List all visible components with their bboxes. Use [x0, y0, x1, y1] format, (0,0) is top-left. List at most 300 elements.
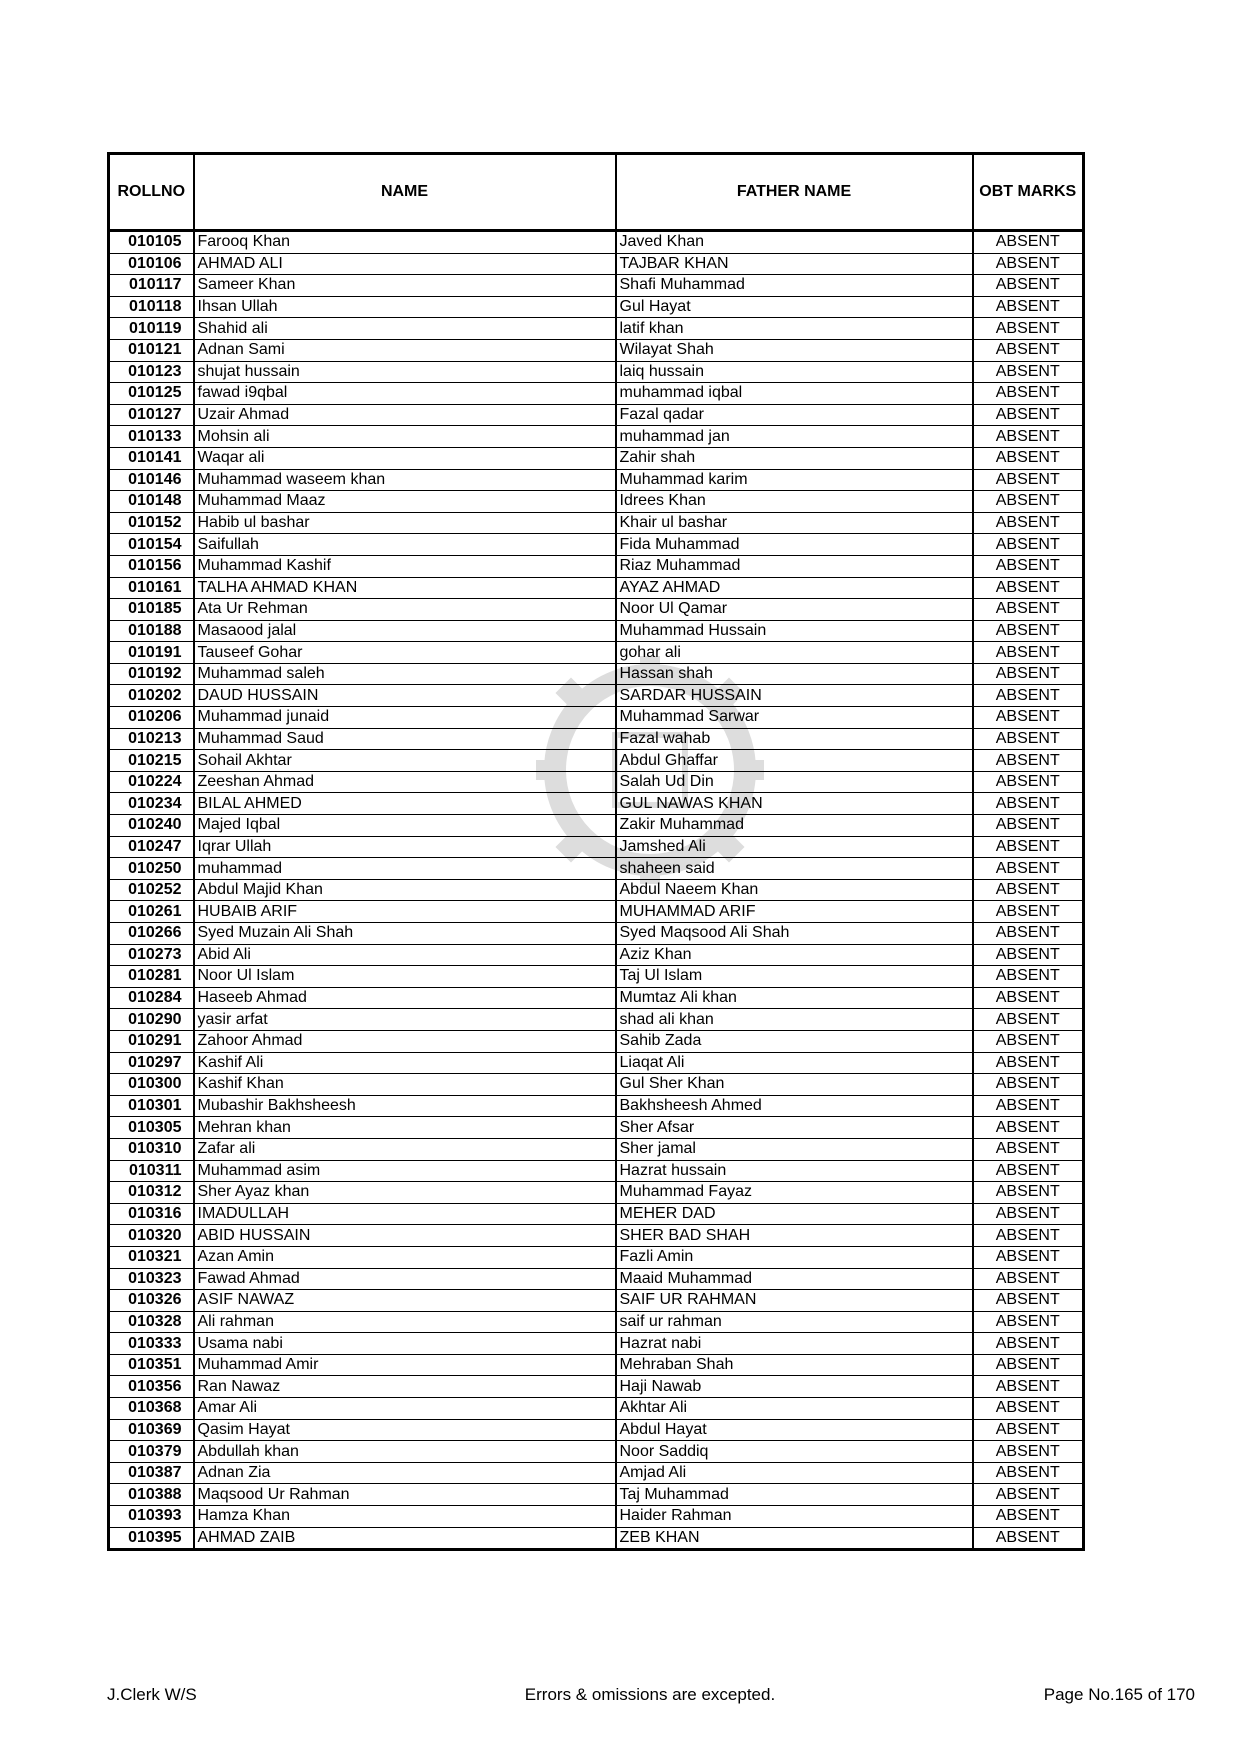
- rollno-cell: 010161: [109, 577, 194, 599]
- rollno-cell: 010191: [109, 642, 194, 664]
- father-name-cell: Taj Muhammad: [616, 1484, 973, 1506]
- table-row: [109, 296, 1084, 318]
- marks-cell: ABSENT: [973, 534, 1084, 556]
- name-cell: Azan Amin: [194, 1246, 616, 1268]
- father-name-cell: Abdul Hayat: [616, 1419, 973, 1441]
- rollno-cell: 010356: [109, 1376, 194, 1398]
- table-row: [109, 642, 1084, 664]
- rollno-cell: 010213: [109, 728, 194, 750]
- father-name-cell: Fazal qadar: [616, 404, 973, 426]
- rollno-cell: 010305: [109, 1117, 194, 1139]
- table-row: [109, 577, 1084, 599]
- marks-cell: ABSENT: [973, 663, 1084, 685]
- marks-cell: ABSENT: [973, 793, 1084, 815]
- marks-cell: ABSENT: [973, 469, 1084, 491]
- table-row: [109, 1225, 1084, 1247]
- results-table: [107, 152, 1085, 1551]
- table-row: [109, 901, 1084, 923]
- marks-cell: ABSENT: [973, 620, 1084, 642]
- father-name-cell: Muhammad Sarwar: [616, 707, 973, 729]
- marks-cell: ABSENT: [973, 1290, 1084, 1312]
- rollno-cell: 010206: [109, 707, 194, 729]
- name-cell: Adnan Sami: [194, 339, 616, 361]
- father-name-cell: Noor Ul Qamar: [616, 599, 973, 621]
- rollno-cell: 010261: [109, 901, 194, 923]
- table-row: [109, 253, 1084, 275]
- father-name-cell: SHER BAD SHAH: [616, 1225, 973, 1247]
- father-name-cell: Muhammad Fayaz: [616, 1182, 973, 1204]
- marks-cell: ABSENT: [973, 966, 1084, 988]
- table-row: [109, 707, 1084, 729]
- marks-cell: ABSENT: [973, 1117, 1084, 1139]
- father-name-cell: Fazal wahab: [616, 728, 973, 750]
- name-cell: Ata Ur Rehman: [194, 599, 616, 621]
- name-cell: Muhammad Saud: [194, 728, 616, 750]
- name-cell: TALHA AHMAD KHAN: [194, 577, 616, 599]
- father-name-cell: Fazli Amin: [616, 1246, 973, 1268]
- marks-cell: ABSENT: [973, 1506, 1084, 1528]
- table-row: [109, 383, 1084, 405]
- father-name-cell: Mumtaz Ali khan: [616, 987, 973, 1009]
- marks-cell: ABSENT: [973, 296, 1084, 318]
- father-name-cell: Aziz Khan: [616, 944, 973, 966]
- marks-cell: ABSENT: [973, 1095, 1084, 1117]
- rollno-cell: 010215: [109, 750, 194, 772]
- table-row: [109, 491, 1084, 513]
- father-name-cell: Sher jamal: [616, 1138, 973, 1160]
- father-name-cell: Abdul Ghaffar: [616, 750, 973, 772]
- father-name-cell: muhammad iqbal: [616, 383, 973, 405]
- father-name-cell: shaheen said: [616, 858, 973, 880]
- marks-cell: ABSENT: [973, 1484, 1084, 1506]
- table-row: [109, 1095, 1084, 1117]
- marks-cell: ABSENT: [973, 1225, 1084, 1247]
- name-cell: Mohsin ali: [194, 426, 616, 448]
- marks-cell: ABSENT: [973, 555, 1084, 577]
- name-cell: Waqar ali: [194, 447, 616, 469]
- rollno-cell: 010252: [109, 879, 194, 901]
- table-row: [109, 1268, 1084, 1290]
- table-row: [109, 599, 1084, 621]
- father-name-cell: AYAZ AHMAD: [616, 577, 973, 599]
- table-row: [109, 1527, 1084, 1550]
- name-cell: fawad i9qbal: [194, 383, 616, 405]
- marks-cell: ABSENT: [973, 1527, 1084, 1550]
- name-cell: Adnan Zia: [194, 1462, 616, 1484]
- table-row: [109, 339, 1084, 361]
- rollno-cell: 010326: [109, 1290, 194, 1312]
- rollno-cell: 010127: [109, 404, 194, 426]
- rollno-cell: 010291: [109, 1030, 194, 1052]
- table-body: [109, 231, 1084, 1550]
- father-name-cell: SAIF UR RAHMAN: [616, 1290, 973, 1312]
- father-name-cell: TAJBAR KHAN: [616, 253, 973, 275]
- name-cell: Kashif Khan: [194, 1074, 616, 1096]
- rollno-cell: 010234: [109, 793, 194, 815]
- rollno-cell: 010106: [109, 253, 194, 275]
- rollno-cell: 010119: [109, 318, 194, 340]
- father-name-cell: Liaqat Ali: [616, 1052, 973, 1074]
- name-cell: Abdul Majid Khan: [194, 879, 616, 901]
- marks-cell: ABSENT: [973, 1246, 1084, 1268]
- father-name-cell: saif ur rahman: [616, 1311, 973, 1333]
- table-row: [109, 685, 1084, 707]
- name-cell: Muhammad asim: [194, 1160, 616, 1182]
- rollno-cell: 010301: [109, 1095, 194, 1117]
- father-name-cell: laiq hussain: [616, 361, 973, 383]
- father-name-cell: Wilayat Shah: [616, 339, 973, 361]
- marks-cell: ABSENT: [973, 231, 1084, 254]
- rollno-cell: 010328: [109, 1311, 194, 1333]
- table-row: [109, 858, 1084, 880]
- father-name-cell: Syed Maqsood Ali Shah: [616, 923, 973, 945]
- father-name-cell: gohar ali: [616, 642, 973, 664]
- rollno-cell: 010379: [109, 1441, 194, 1463]
- name-cell: Ihsan Ullah: [194, 296, 616, 318]
- marks-cell: ABSENT: [973, 1138, 1084, 1160]
- rollno-cell: 010224: [109, 771, 194, 793]
- marks-cell: ABSENT: [973, 1441, 1084, 1463]
- marks-cell: ABSENT: [973, 1268, 1084, 1290]
- father-name-cell: shad ali khan: [616, 1009, 973, 1031]
- name-cell: yasir arfat: [194, 1009, 616, 1031]
- name-cell: Syed Muzain Ali Shah: [194, 923, 616, 945]
- name-cell: Muhammad junaid: [194, 707, 616, 729]
- name-cell: Uzair Ahmad: [194, 404, 616, 426]
- name-cell: Sher Ayaz khan: [194, 1182, 616, 1204]
- marks-cell: ABSENT: [973, 771, 1084, 793]
- name-cell: Muhammad Amir: [194, 1354, 616, 1376]
- marks-cell: ABSENT: [973, 1052, 1084, 1074]
- marks-cell: ABSENT: [973, 858, 1084, 880]
- marks-cell: ABSENT: [973, 750, 1084, 772]
- table-row: [109, 1311, 1084, 1333]
- table-row: [109, 1376, 1084, 1398]
- rollno-cell: 010300: [109, 1074, 194, 1096]
- table-row: [109, 1246, 1084, 1268]
- name-cell: Muhammad waseem khan: [194, 469, 616, 491]
- footer-disclaimer: Errors & omissions are excepted.: [524, 1685, 776, 1704]
- table-row: [109, 318, 1084, 340]
- name-cell: Iqrar Ullah: [194, 836, 616, 858]
- marks-cell: ABSENT: [973, 1030, 1084, 1052]
- marks-cell: ABSENT: [973, 685, 1084, 707]
- father-name-cell: Hazrat nabi: [616, 1333, 973, 1355]
- father-name-cell: Bakhsheesh Ahmed: [616, 1095, 973, 1117]
- table-row: [109, 944, 1084, 966]
- rollno-cell: 010154: [109, 534, 194, 556]
- rollno-cell: 010310: [109, 1138, 194, 1160]
- name-cell: Zahoor Ahmad: [194, 1030, 616, 1052]
- name-cell: Majed Iqbal: [194, 815, 616, 837]
- rollno-cell: 010202: [109, 685, 194, 707]
- name-cell: Zafar ali: [194, 1138, 616, 1160]
- marks-cell: ABSENT: [973, 815, 1084, 837]
- table-row: [109, 1117, 1084, 1139]
- name-cell: BILAL AHMED: [194, 793, 616, 815]
- marks-cell: ABSENT: [973, 1333, 1084, 1355]
- name-cell: Mubashir Bakhsheesh: [194, 1095, 616, 1117]
- name-cell: Ran Nawaz: [194, 1376, 616, 1398]
- name-cell: Muhammad Kashif: [194, 555, 616, 577]
- father-name-cell: Akhtar Ali: [616, 1398, 973, 1420]
- rollno-cell: 010240: [109, 815, 194, 837]
- marks-cell: ABSENT: [973, 1398, 1084, 1420]
- table-row: [109, 815, 1084, 837]
- father-name-cell: Maaid Muhammad: [616, 1268, 973, 1290]
- father-name-cell: SARDAR HUSSAIN: [616, 685, 973, 707]
- marks-cell: ABSENT: [973, 404, 1084, 426]
- name-cell: Sohail Akhtar: [194, 750, 616, 772]
- marks-cell: ABSENT: [973, 339, 1084, 361]
- name-cell: Ali rahman: [194, 1311, 616, 1333]
- father-name-cell: Zahir shah: [616, 447, 973, 469]
- rollno-cell: 010281: [109, 966, 194, 988]
- name-cell: Qasim Hayat: [194, 1419, 616, 1441]
- marks-cell: ABSENT: [973, 577, 1084, 599]
- father-name-cell: Jamshed Ali: [616, 836, 973, 858]
- marks-cell: ABSENT: [973, 836, 1084, 858]
- rollno-cell: 010117: [109, 275, 194, 297]
- marks-cell: ABSENT: [973, 1419, 1084, 1441]
- table-row: [109, 1290, 1084, 1312]
- rollno-cell: 010297: [109, 1052, 194, 1074]
- father-name-cell: latif khan: [616, 318, 973, 340]
- father-name-cell: Salah Ud Din: [616, 771, 973, 793]
- rollno-cell: 010250: [109, 858, 194, 880]
- marks-cell: ABSENT: [973, 728, 1084, 750]
- marks-cell: ABSENT: [973, 1311, 1084, 1333]
- name-cell: AHMAD ZAIB: [194, 1527, 616, 1550]
- table-row: [109, 1182, 1084, 1204]
- table-row: [109, 728, 1084, 750]
- table-row: [109, 987, 1084, 1009]
- rollno-cell: 010156: [109, 555, 194, 577]
- father-name-cell: ZEB KHAN: [616, 1527, 973, 1550]
- table-row: [109, 771, 1084, 793]
- father-name-cell: Amjad Ali: [616, 1462, 973, 1484]
- rollno-cell: 010393: [109, 1506, 194, 1528]
- table-row: [109, 1484, 1084, 1506]
- table-row: [109, 1203, 1084, 1225]
- father-name-cell: Mehraban Shah: [616, 1354, 973, 1376]
- name-cell: Shahid ali: [194, 318, 616, 340]
- father-name-cell: Gul Sher Khan: [616, 1074, 973, 1096]
- rollno-cell: 010333: [109, 1333, 194, 1355]
- marks-cell: ABSENT: [973, 361, 1084, 383]
- father-name-cell: MUHAMMAD ARIF: [616, 901, 973, 923]
- rollno-cell: 010290: [109, 1009, 194, 1031]
- table-row: [109, 966, 1084, 988]
- table-row: [109, 1074, 1084, 1096]
- name-cell: Abdullah khan: [194, 1441, 616, 1463]
- marks-cell: ABSENT: [973, 901, 1084, 923]
- father-name-cell: Riaz Muhammad: [616, 555, 973, 577]
- column-header-name: NAME: [194, 154, 616, 231]
- table-row: [109, 1009, 1084, 1031]
- rollno-cell: 010368: [109, 1398, 194, 1420]
- rollno-cell: 010185: [109, 599, 194, 621]
- marks-cell: ABSENT: [973, 707, 1084, 729]
- table-row: [109, 1030, 1084, 1052]
- name-cell: Noor Ul Islam: [194, 966, 616, 988]
- name-cell: muhammad: [194, 858, 616, 880]
- name-cell: Usama nabi: [194, 1333, 616, 1355]
- marks-cell: ABSENT: [973, 383, 1084, 405]
- marks-cell: ABSENT: [973, 1160, 1084, 1182]
- father-name-cell: Taj Ul Islam: [616, 966, 973, 988]
- name-cell: ASIF NAWAZ: [194, 1290, 616, 1312]
- marks-cell: ABSENT: [973, 1462, 1084, 1484]
- table-row: [109, 793, 1084, 815]
- table-row: [109, 426, 1084, 448]
- marks-cell: ABSENT: [973, 1203, 1084, 1225]
- father-name-cell: Muhammad karim: [616, 469, 973, 491]
- rollno-cell: 010247: [109, 836, 194, 858]
- rollno-cell: 010141: [109, 447, 194, 469]
- table-row: [109, 1419, 1084, 1441]
- name-cell: Masaood jalal: [194, 620, 616, 642]
- column-header-father-name: FATHER NAME: [616, 154, 973, 231]
- rollno-cell: 010192: [109, 663, 194, 685]
- rollno-cell: 010121: [109, 339, 194, 361]
- header-row: [109, 154, 1084, 231]
- name-cell: Haseeb Ahmad: [194, 987, 616, 1009]
- name-cell: Muhammad saleh: [194, 663, 616, 685]
- name-cell: Saifullah: [194, 534, 616, 556]
- marks-cell: ABSENT: [973, 599, 1084, 621]
- table-row: [109, 1354, 1084, 1376]
- marks-cell: ABSENT: [973, 1009, 1084, 1031]
- marks-cell: ABSENT: [973, 1182, 1084, 1204]
- table-row: [109, 512, 1084, 534]
- rollno-cell: 010266: [109, 923, 194, 945]
- name-cell: DAUD HUSSAIN: [194, 685, 616, 707]
- father-name-cell: Sahib Zada: [616, 1030, 973, 1052]
- father-name-cell: Javed Khan: [616, 231, 973, 254]
- name-cell: Hamza Khan: [194, 1506, 616, 1528]
- marks-cell: ABSENT: [973, 447, 1084, 469]
- table-row: [109, 1398, 1084, 1420]
- name-cell: Muhammad Maaz: [194, 491, 616, 513]
- table-row: [109, 534, 1084, 556]
- table-row: [109, 923, 1084, 945]
- rollno-cell: 010369: [109, 1419, 194, 1441]
- marks-cell: ABSENT: [973, 318, 1084, 340]
- name-cell: Farooq Khan: [194, 231, 616, 254]
- table-row: [109, 1333, 1084, 1355]
- table-row: [109, 1138, 1084, 1160]
- father-name-cell: Khair ul bashar: [616, 512, 973, 534]
- footer-clerk: J.Clerk W/S: [107, 1685, 197, 1704]
- table-row: [109, 361, 1084, 383]
- rollno-cell: 010146: [109, 469, 194, 491]
- marks-cell: ABSENT: [973, 1376, 1084, 1398]
- father-name-cell: Zakir Muhammad: [616, 815, 973, 837]
- footer-page-number: Page No.165 of 170: [1043, 1685, 1195, 1704]
- rollno-cell: 010321: [109, 1246, 194, 1268]
- table-row: [109, 750, 1084, 772]
- table-row: [109, 1441, 1084, 1463]
- table-row: [109, 469, 1084, 491]
- father-name-cell: Idrees Khan: [616, 491, 973, 513]
- father-name-cell: Hazrat hussain: [616, 1160, 973, 1182]
- father-name-cell: Gul Hayat: [616, 296, 973, 318]
- rollno-cell: 010273: [109, 944, 194, 966]
- name-cell: Kashif Ali: [194, 1052, 616, 1074]
- rollno-cell: 010351: [109, 1354, 194, 1376]
- rollno-cell: 010188: [109, 620, 194, 642]
- name-cell: AHMAD ALI: [194, 253, 616, 275]
- name-cell: Sameer Khan: [194, 275, 616, 297]
- table-row: [109, 1052, 1084, 1074]
- table-row: [109, 1506, 1084, 1528]
- table-row: [109, 1462, 1084, 1484]
- rollno-cell: 010388: [109, 1484, 194, 1506]
- name-cell: ABID HUSSAIN: [194, 1225, 616, 1247]
- name-cell: HUBAIB ARIF: [194, 901, 616, 923]
- rollno-cell: 010123: [109, 361, 194, 383]
- marks-cell: ABSENT: [973, 642, 1084, 664]
- table-row: [109, 836, 1084, 858]
- name-cell: Maqsood Ur Rahman: [194, 1484, 616, 1506]
- marks-cell: ABSENT: [973, 1074, 1084, 1096]
- rollno-cell: 010320: [109, 1225, 194, 1247]
- father-name-cell: MEHER DAD: [616, 1203, 973, 1225]
- name-cell: Habib ul bashar: [194, 512, 616, 534]
- rollno-cell: 010323: [109, 1268, 194, 1290]
- rollno-cell: 010387: [109, 1462, 194, 1484]
- name-cell: Tauseef Gohar: [194, 642, 616, 664]
- marks-cell: ABSENT: [973, 923, 1084, 945]
- father-name-cell: Haji Nawab: [616, 1376, 973, 1398]
- rollno-cell: 010148: [109, 491, 194, 513]
- table-row: [109, 1160, 1084, 1182]
- name-cell: Zeeshan Ahmad: [194, 771, 616, 793]
- marks-cell: ABSENT: [973, 491, 1084, 513]
- name-cell: shujat hussain: [194, 361, 616, 383]
- table-row: [109, 404, 1084, 426]
- marks-cell: ABSENT: [973, 512, 1084, 534]
- marks-cell: ABSENT: [973, 1354, 1084, 1376]
- rollno-cell: 010316: [109, 1203, 194, 1225]
- table-row: [109, 275, 1084, 297]
- rollno-cell: 010152: [109, 512, 194, 534]
- marks-cell: ABSENT: [973, 253, 1084, 275]
- marks-cell: ABSENT: [973, 944, 1084, 966]
- rollno-cell: 010105: [109, 231, 194, 254]
- father-name-cell: Sher Afsar: [616, 1117, 973, 1139]
- father-name-cell: Haider Rahman: [616, 1506, 973, 1528]
- column-header-rollno: ROLLNO: [109, 154, 194, 231]
- name-cell: Amar Ali: [194, 1398, 616, 1420]
- father-name-cell: muhammad jan: [616, 426, 973, 448]
- table-row: [109, 231, 1084, 254]
- rollno-cell: 010311: [109, 1160, 194, 1182]
- marks-cell: ABSENT: [973, 879, 1084, 901]
- table-row: [109, 663, 1084, 685]
- name-cell: Mehran khan: [194, 1117, 616, 1139]
- marks-cell: ABSENT: [973, 275, 1084, 297]
- father-name-cell: Noor Saddiq: [616, 1441, 973, 1463]
- father-name-cell: Hassan shah: [616, 663, 973, 685]
- rollno-cell: 010395: [109, 1527, 194, 1550]
- father-name-cell: Shafi Muhammad: [616, 275, 973, 297]
- father-name-cell: Muhammad Hussain: [616, 620, 973, 642]
- father-name-cell: GUL NAWAS KHAN: [616, 793, 973, 815]
- column-header-obt-marks: OBT MARKS: [973, 154, 1084, 231]
- name-cell: IMADULLAH: [194, 1203, 616, 1225]
